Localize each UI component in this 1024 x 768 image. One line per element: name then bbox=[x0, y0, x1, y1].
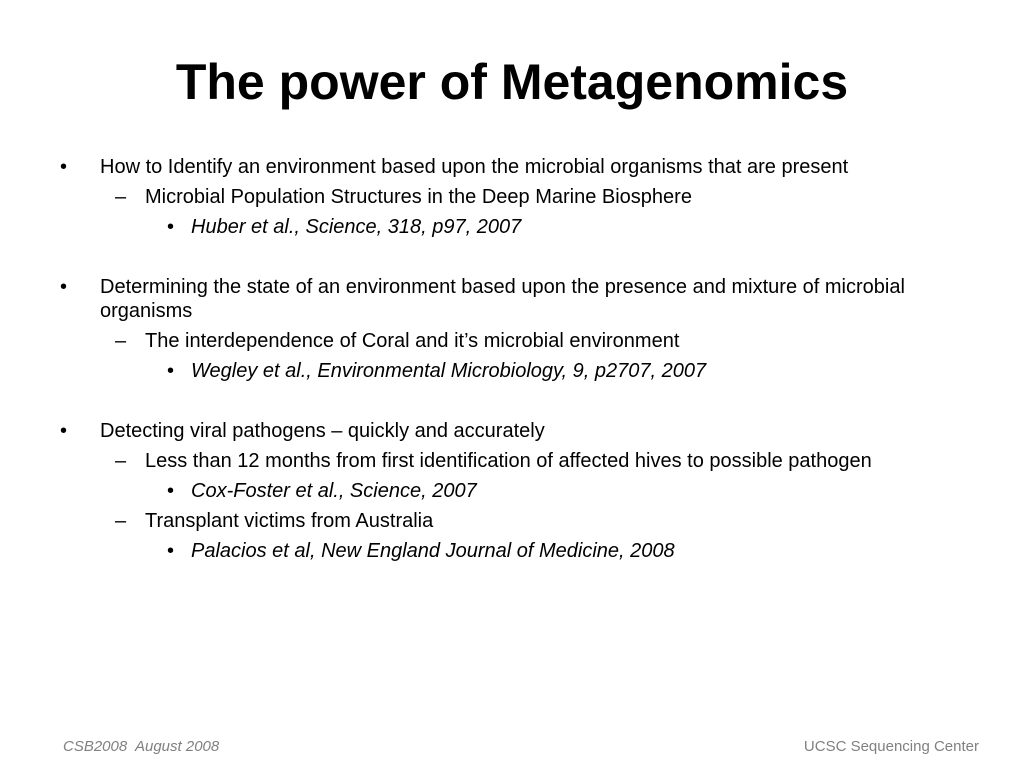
reference-item bbox=[0, 215, 1024, 239]
sub-bullet-item bbox=[0, 329, 1024, 353]
reference-item bbox=[0, 539, 1024, 563]
bullet-text: Determining the state of an environment based upon the presence and mixture of microbial organisms bbox=[100, 276, 905, 322]
sub-bullet-text: Less than 12 months from first identification of affected hives to possible pathogen bbox=[145, 450, 872, 472]
sub-bullet-item bbox=[0, 509, 1024, 533]
reference-text: Palacios et al, New England Journal of Medicine, 2008 bbox=[191, 540, 675, 562]
bullet-item bbox=[0, 275, 940, 323]
bullet-text: How to Identify an environment based upon the microbial organisms that are present bbox=[100, 156, 849, 178]
bullet-text: Detecting viral pathogens – quickly and accurately bbox=[100, 420, 545, 442]
footer-organization: UCSC Sequencing Center bbox=[803, 738, 979, 755]
dash-marker: – bbox=[115, 510, 127, 532]
slide-content bbox=[0, 153, 1024, 563]
slide-title: The power of Metagenomics bbox=[175, 54, 849, 110]
dash-marker: – bbox=[115, 330, 127, 352]
reference-text: Huber et al., Science, 318, p97, 2007 bbox=[191, 216, 522, 238]
footer-conference-date: CSB2008 August 2008 bbox=[63, 738, 220, 755]
bullet-item bbox=[0, 155, 1024, 179]
sub-bullet-text: Microbial Population Structures in the Deep Marine Biosphere bbox=[145, 186, 692, 208]
dash-marker: – bbox=[115, 186, 127, 208]
dash-marker: – bbox=[115, 450, 127, 472]
bullet-marker: • bbox=[60, 156, 68, 178]
bullet-marker: • bbox=[167, 480, 175, 502]
sub-bullet-item bbox=[0, 185, 1024, 209]
bullet-marker: • bbox=[167, 216, 175, 238]
reference-text: Cox-Foster et al., Science, 2007 bbox=[191, 480, 477, 502]
bullet-marker: • bbox=[60, 276, 68, 298]
reference-text: Wegley et al., Environmental Microbiology, 9, p2707, 2007 bbox=[191, 360, 707, 382]
sub-bullet-text: Transplant victims from Australia bbox=[145, 510, 434, 532]
bullet-marker: • bbox=[60, 420, 68, 442]
sub-bullet-item bbox=[0, 449, 945, 473]
bullet-marker: • bbox=[167, 540, 175, 562]
reference-item bbox=[0, 359, 1024, 383]
sub-bullet-text: The interdependence of Coral and it’s microbial environment bbox=[145, 330, 680, 352]
bullet-item bbox=[0, 419, 1024, 443]
bullet-marker: • bbox=[167, 360, 175, 382]
reference-item bbox=[0, 479, 1024, 503]
